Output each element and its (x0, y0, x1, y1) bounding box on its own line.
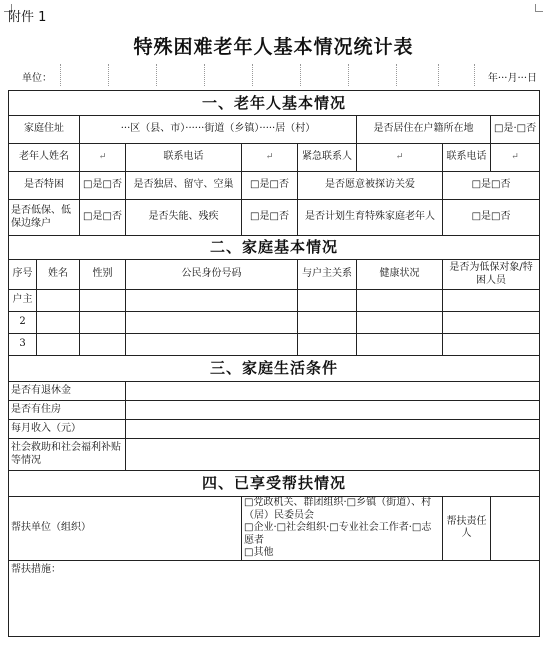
section-title-elder: 一、老年人基本情况 (9, 91, 540, 116)
registered-label: 是否居住在户籍所在地 (357, 116, 491, 144)
phone2-field[interactable]: ↵ (491, 144, 540, 172)
living-row (9, 420, 540, 439)
col-header-index: 序号 (9, 260, 37, 290)
col-header-id-number: 公民身份号码 (126, 260, 298, 290)
col-header-name: 姓名 (37, 260, 80, 290)
member-health-cell[interactable] (357, 334, 443, 356)
support-option-line: □其他 (244, 547, 274, 558)
table-row (9, 334, 540, 356)
member-name-cell[interactable] (37, 312, 80, 334)
member-gender-cell[interactable] (80, 334, 126, 356)
living-alone-label: 是否独居、留守、空巢 (126, 172, 242, 200)
statistics-form-table (8, 90, 540, 637)
monthly-income-label: 每月收入（元） (9, 420, 126, 439)
support-person-label: 帮扶责任人 (443, 497, 491, 561)
member-name-cell[interactable] (37, 290, 80, 312)
section-header-family (9, 236, 540, 260)
special-hardship-label: 是否特困 (9, 172, 80, 200)
member-relation-cell[interactable] (298, 290, 357, 312)
emergency-contact-label: 紧急联系人 (298, 144, 357, 172)
member-gender-cell[interactable] (80, 290, 126, 312)
phone-field[interactable]: ↵ (242, 144, 298, 172)
unit-date-row (8, 62, 539, 88)
address-row (9, 116, 540, 144)
grid-guide (156, 64, 157, 86)
member-name-cell[interactable] (37, 334, 80, 356)
planned-family-label: 是否计划生育特殊家庭老年人 (298, 200, 443, 236)
grid-guide (474, 64, 475, 86)
family-header-row (9, 260, 540, 290)
section-header-elder (9, 91, 540, 116)
section-title-support: 四、已享受帮扶情况 (9, 471, 540, 497)
low-income-checkbox[interactable]: □是□否 (80, 200, 126, 236)
grid-guide (396, 64, 397, 86)
member-health-cell[interactable] (357, 290, 443, 312)
table-row (9, 290, 540, 312)
section-header-living (9, 356, 540, 382)
support-measures-field[interactable] (9, 560, 540, 636)
disabled-label: 是否失能、残疾 (126, 200, 242, 236)
phone-label: 联系电话 (126, 144, 242, 172)
welfare-field[interactable] (126, 439, 540, 471)
member-subsidy-cell[interactable] (443, 334, 540, 356)
col-header-subsidy: 是否为低保对象/特困人员 (443, 260, 540, 290)
pension-field[interactable] (126, 382, 540, 401)
date-label: 年···月···日 (487, 73, 537, 84)
elder-name-field[interactable]: ↵ (80, 144, 126, 172)
address-field[interactable]: ···区（县、市）······街道（乡镇）·····居（村） (80, 116, 357, 144)
section-title-family: 二、家庭基本情况 (9, 236, 540, 260)
special-hardship-checkbox[interactable]: □是□否 (80, 172, 126, 200)
col-header-health: 健康状况 (357, 260, 443, 290)
low-income-label: 是否低保、低保边缘户 (9, 200, 80, 236)
disabled-checkbox[interactable]: □是□否 (242, 200, 298, 236)
member-id-cell[interactable] (126, 290, 298, 312)
contact-row (9, 144, 540, 172)
col-header-gender: 性别 (80, 260, 126, 290)
member-relation-cell[interactable] (298, 312, 357, 334)
grid-guide (108, 64, 109, 86)
form-title: 特殊困难老年人基本情况统计表 (133, 36, 414, 58)
member-id-cell[interactable] (126, 312, 298, 334)
member-relation-cell[interactable] (298, 334, 357, 356)
living-row (9, 401, 540, 420)
attachment-label: 附件 1 (8, 10, 47, 25)
grid-guide (300, 64, 301, 86)
member-subsidy-cell[interactable] (443, 312, 540, 334)
support-unit-row (9, 497, 540, 561)
member-subsidy-cell[interactable] (443, 290, 540, 312)
section-header-support (9, 471, 540, 497)
welfare-label: 社会救助和社会福利补贴等情况 (9, 439, 126, 471)
support-option-line: □党政机关、群团组织·□乡镇（街道）、村（居）民委员会 (244, 497, 432, 521)
support-measures-label: 帮扶措施： (11, 563, 61, 575)
living-alone-checkbox[interactable]: □是□否 (242, 172, 298, 200)
emergency-contact-field[interactable]: ↵ (357, 144, 443, 172)
col-header-relation: 与户主关系 (298, 260, 357, 290)
status-row-1 (9, 172, 540, 200)
support-person-field[interactable] (491, 497, 540, 561)
elder-name-label: 老年人姓名 (9, 144, 80, 172)
living-row (9, 382, 540, 401)
visit-care-checkbox[interactable]: □是□否 (443, 172, 540, 200)
row-index: 2 (9, 312, 37, 334)
phone2-label: 联系电话 (443, 144, 491, 172)
grid-guide (252, 64, 253, 86)
registered-checkbox[interactable]: □是·□否 (491, 116, 540, 144)
row-index: 户主 (9, 290, 37, 312)
grid-guide (348, 64, 349, 86)
support-unit-label: 帮扶单位（组织） (9, 497, 242, 561)
row-index: 3 (9, 334, 37, 356)
status-row-2 (9, 200, 540, 236)
grid-guide (438, 64, 439, 86)
support-measures-row (9, 560, 540, 636)
pension-label: 是否有退休金 (9, 382, 126, 401)
visit-care-label: 是否愿意被探访关爱 (298, 172, 443, 200)
housing-field[interactable] (126, 401, 540, 420)
grid-guide (60, 64, 61, 86)
planned-family-checkbox[interactable]: □是□否 (443, 200, 540, 236)
support-options[interactable] (242, 497, 443, 561)
unit-label: 单位： (22, 73, 52, 84)
section-title-living: 三、家庭生活条件 (9, 356, 540, 382)
grid-guide (204, 64, 205, 86)
corner-mark-right (535, 4, 543, 12)
support-option-line: □企业·□社会组织·□专业社会工作者·□志愿者 (244, 522, 432, 546)
member-gender-cell[interactable] (80, 312, 126, 334)
address-label: 家庭住址 (9, 116, 80, 144)
living-row (9, 439, 540, 471)
housing-label: 是否有住房 (9, 401, 126, 420)
member-health-cell[interactable] (357, 312, 443, 334)
member-id-cell[interactable] (126, 334, 298, 356)
monthly-income-field[interactable] (126, 420, 540, 439)
table-row (9, 312, 540, 334)
